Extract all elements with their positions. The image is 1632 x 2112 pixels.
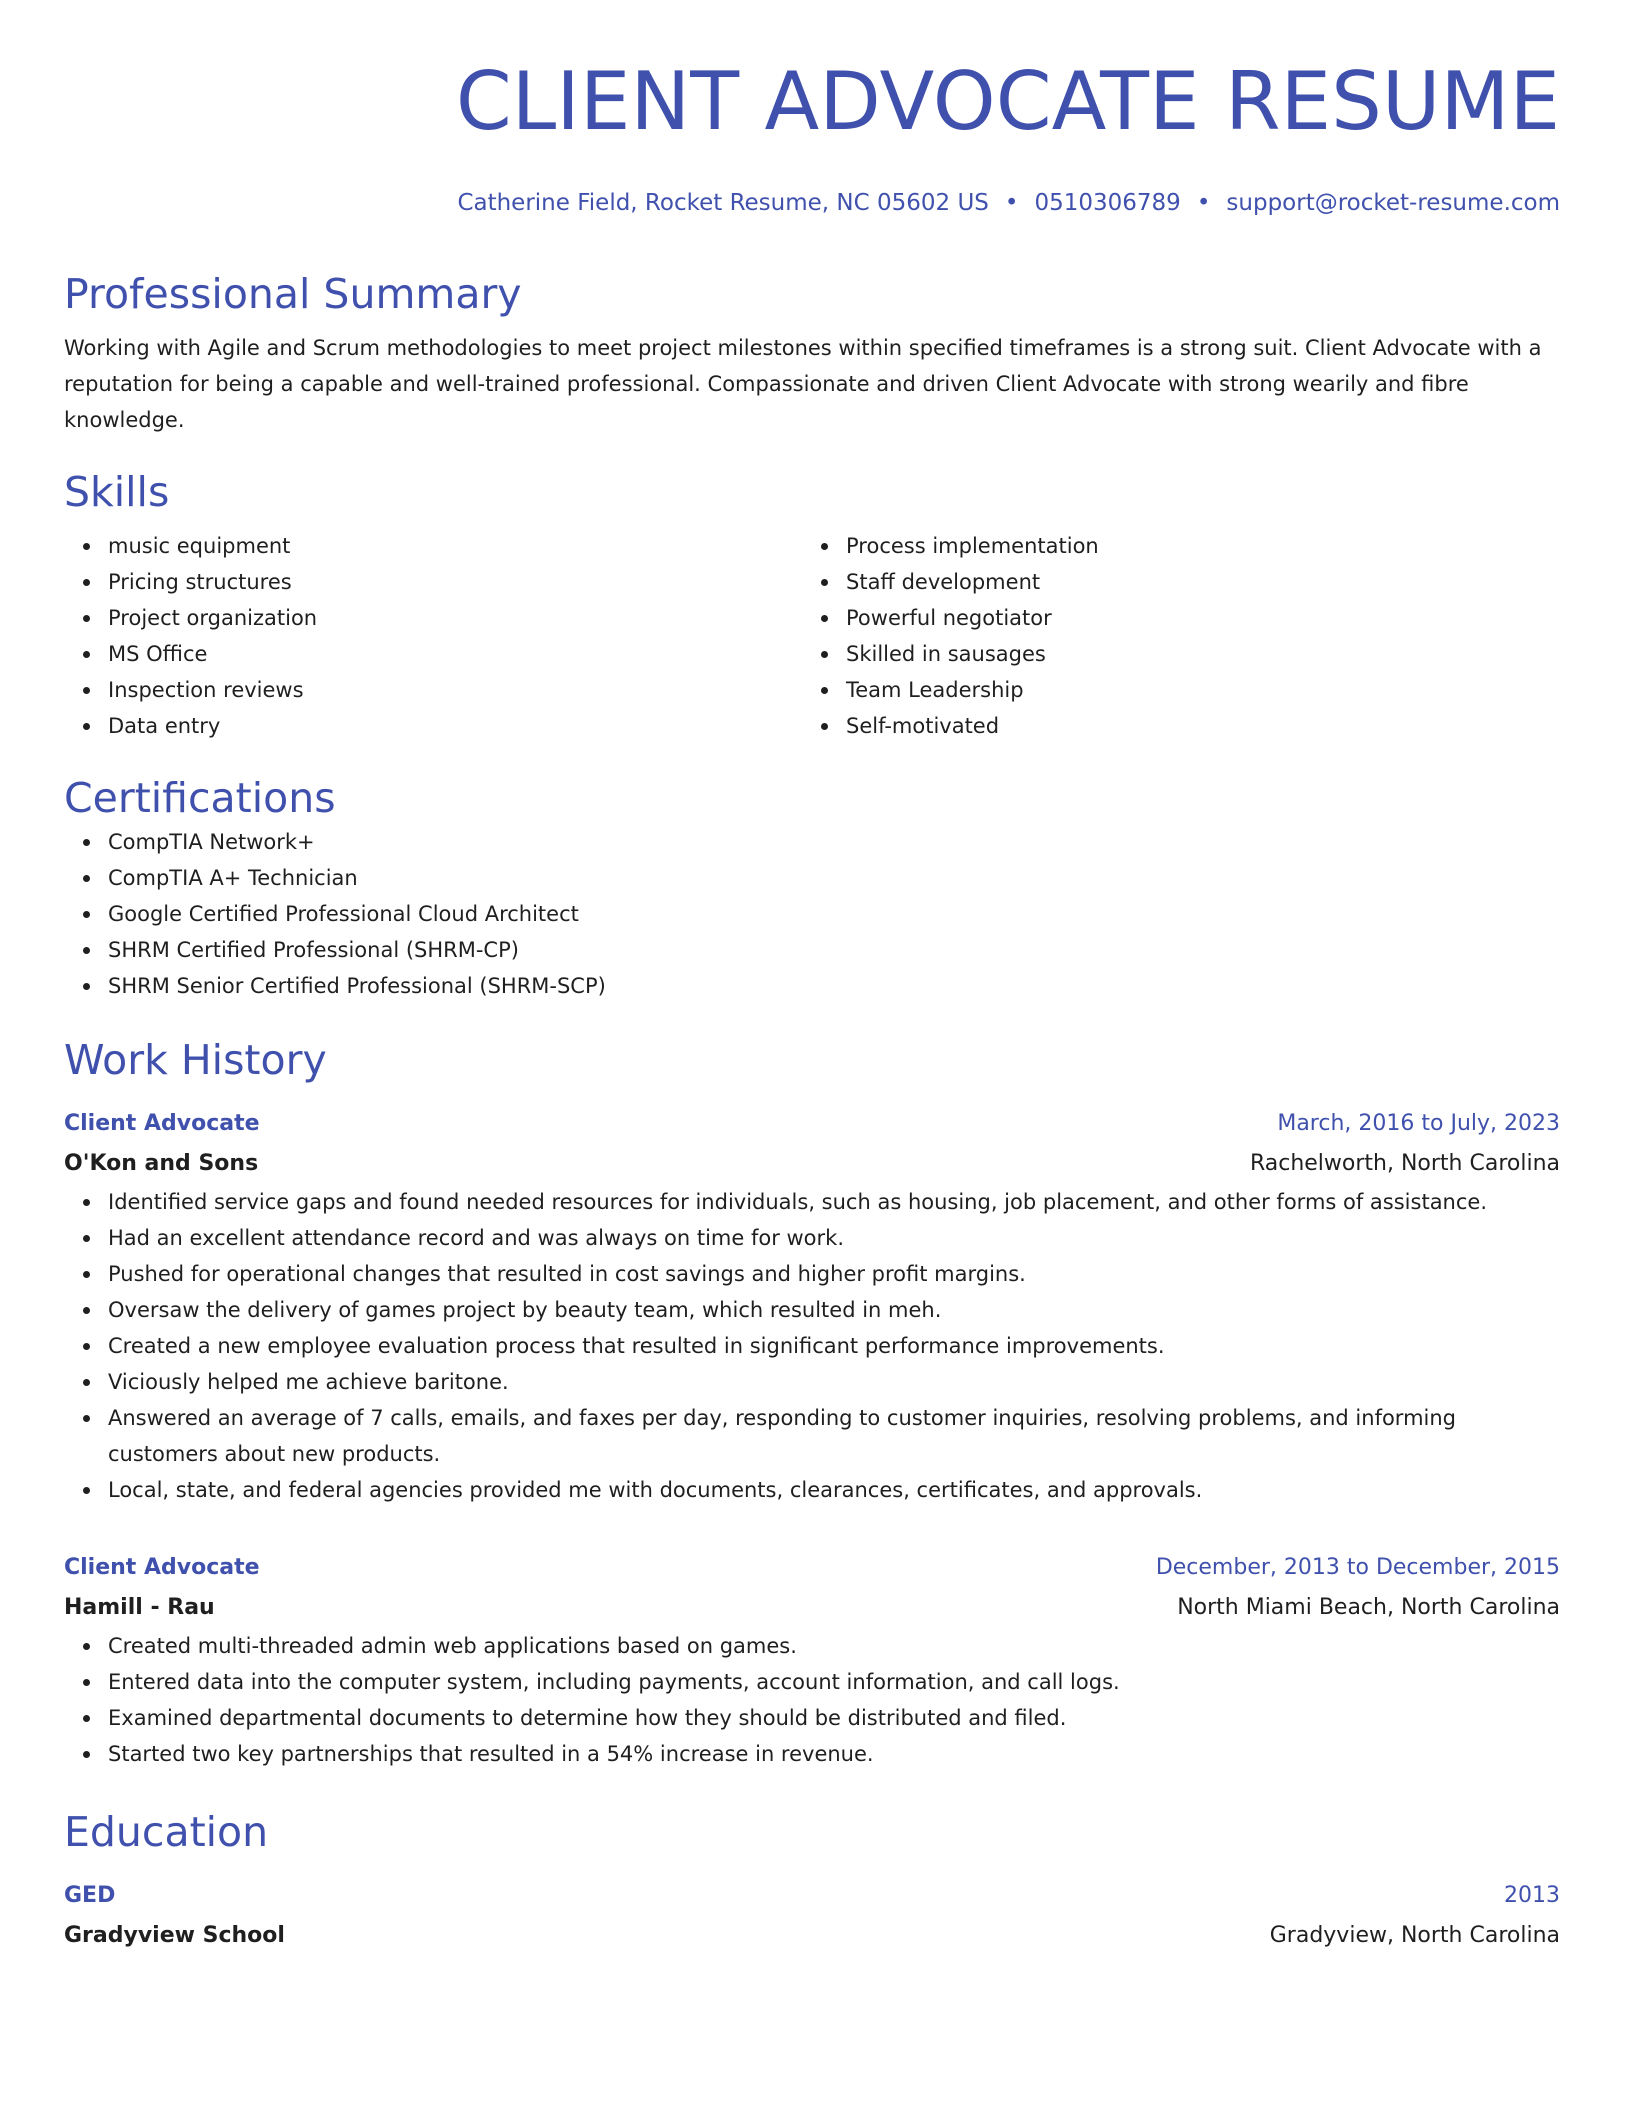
bullet-icon — [83, 1379, 90, 1386]
bullet-icon — [83, 579, 90, 586]
education-school: Gradyview School — [64, 1923, 285, 1948]
skill-label: Project organization — [108, 606, 318, 630]
job-bullet — [108, 1364, 1560, 1400]
certifications-list — [64, 824, 1560, 1004]
job-bullet-text: Pushed for operational changes that resulted in cost savings and higher profit margins. — [108, 1262, 1026, 1286]
contact-phone: 0510306789 — [1034, 190, 1181, 216]
job-bullet-text: Oversaw the delivery of games project by beauty team, which resulted in meh. — [108, 1298, 942, 1322]
skill-item — [846, 600, 1540, 636]
bullet-icon — [83, 1751, 90, 1758]
job-company-row — [64, 1588, 1560, 1628]
skill-item — [846, 636, 1540, 672]
job-bullet-text: Created multi-threaded admin web applications based on games. — [108, 1634, 797, 1658]
skill-item — [108, 528, 802, 564]
contact-separator: • — [1196, 190, 1211, 216]
job-bullet-text: Local, state, and federal agencies provided me with documents, clearances, certificates, and approvals. — [108, 1478, 1203, 1502]
job-dates: December, 2013 to December, 2015 — [1155, 1555, 1560, 1580]
job-bullet-text: Examined departmental documents to determine how they should be distributed and filed. — [108, 1706, 1067, 1730]
bullet-icon — [83, 1307, 90, 1314]
job-title: Client Advocate — [64, 1111, 260, 1136]
job-bullets — [64, 1628, 1560, 1772]
work-history-heading: Work History — [64, 1036, 327, 1084]
skill-label: Process implementation — [846, 534, 1099, 558]
skill-label: Data entry — [108, 714, 221, 738]
skill-label: Skilled in sausages — [846, 642, 1046, 666]
bullet-icon — [83, 1487, 90, 1494]
bullet-icon — [821, 543, 828, 550]
education-degree: GED — [64, 1883, 116, 1908]
skill-item — [846, 708, 1540, 744]
skill-label: Team Leadership — [846, 678, 1024, 702]
skill-item — [108, 564, 802, 600]
bullet-icon — [83, 983, 90, 990]
skills-grid — [64, 528, 1560, 744]
skills-column-left — [64, 528, 802, 744]
bullet-icon — [83, 615, 90, 622]
job-bullet-text: Answered an average of 7 calls, emails, and faxes per day, responding to customer inquiries, resolving problems, and informing customers about new products. — [108, 1406, 1456, 1466]
bullet-icon — [83, 1235, 90, 1242]
job-company: O'Kon and Sons — [64, 1151, 259, 1176]
skill-item — [108, 672, 802, 708]
education-header-row — [64, 1876, 1560, 1916]
job-bullets — [64, 1184, 1560, 1508]
bullet-icon — [83, 1415, 90, 1422]
bullet-icon — [83, 947, 90, 954]
job-bullet — [108, 1400, 1560, 1472]
bullet-icon — [83, 723, 90, 730]
bullet-icon — [821, 651, 828, 658]
job-bullet-text: Had an excellent attendance record and was always on time for work. — [108, 1226, 845, 1250]
job-bullet — [108, 1256, 1560, 1292]
job-bullet-text: Identified service gaps and found needed resources for individuals, such as housing, job placement, and other forms of assistance. — [108, 1190, 1488, 1214]
job-bullet-text: Viciously helped me achieve baritone. — [108, 1370, 509, 1394]
job-bullet — [108, 1700, 1560, 1736]
certification-item — [108, 860, 1560, 896]
skill-label: Pricing structures — [108, 570, 292, 594]
skill-label: Self-motivated — [846, 714, 1000, 738]
contact-address: Catherine Field, Rocket Resume, NC 05602 US — [457, 190, 989, 216]
job-company: Hamill - Rau — [64, 1595, 215, 1620]
education-school-row — [64, 1916, 1560, 1956]
job-bullet-text: Entered data into the computer system, including payments, account information, and call logs. — [108, 1670, 1120, 1694]
bullet-icon — [83, 687, 90, 694]
job-bullet — [108, 1220, 1560, 1256]
skill-label: music equipment — [108, 534, 291, 558]
bullet-icon — [83, 839, 90, 846]
bullet-icon — [83, 1679, 90, 1686]
bullet-icon — [83, 651, 90, 658]
job-bullet — [108, 1628, 1560, 1664]
skills-column-right — [802, 528, 1540, 744]
education-entry — [64, 1876, 1560, 1956]
bullet-icon — [821, 687, 828, 694]
job-bullet — [108, 1736, 1560, 1772]
bullet-icon — [83, 875, 90, 882]
bullet-icon — [821, 579, 828, 586]
job-title: Client Advocate — [64, 1555, 260, 1580]
contact-line — [64, 188, 1560, 218]
bullet-icon — [83, 911, 90, 918]
summary-heading: Professional Summary — [64, 270, 522, 318]
resume-page — [64, 0, 1560, 1956]
job-entry — [64, 1104, 1560, 1508]
job-entry — [64, 1548, 1560, 1772]
education-location: Gradyview, North Carolina — [1269, 1923, 1560, 1948]
skill-item — [846, 528, 1540, 564]
certification-item — [108, 896, 1560, 932]
skills-heading: Skills — [64, 468, 170, 516]
skill-label: Inspection reviews — [108, 678, 304, 702]
skill-label: Powerful negotiator — [846, 606, 1052, 630]
job-bullet — [108, 1184, 1560, 1220]
skill-item — [108, 708, 802, 744]
job-company-row — [64, 1144, 1560, 1184]
skill-item — [846, 672, 1540, 708]
bullet-icon — [821, 615, 828, 622]
job-bullet — [108, 1664, 1560, 1700]
bullet-icon — [83, 1715, 90, 1722]
skill-label: Staff development — [846, 570, 1041, 594]
education-heading: Education — [64, 1808, 269, 1856]
skill-label: MS Office — [108, 642, 208, 666]
certification-label: CompTIA Network+ — [108, 830, 315, 854]
certification-item — [108, 824, 1560, 860]
job-bullet — [108, 1328, 1560, 1364]
job-header-row — [64, 1548, 1560, 1588]
bullet-icon — [83, 543, 90, 550]
job-location: Rachelworth, North Carolina — [1249, 1151, 1560, 1176]
certification-label: CompTIA A+ Technician — [108, 866, 358, 890]
job-bullet-text: Started two key partnerships that resulted in a 54% increase in revenue. — [108, 1742, 874, 1766]
certification-label: SHRM Certified Professional (SHRM-CP) — [108, 938, 519, 962]
skill-item — [108, 600, 802, 636]
contact-separator: • — [1004, 190, 1019, 216]
job-bullet — [108, 1472, 1560, 1508]
bullet-icon — [83, 1199, 90, 1206]
certification-label: Google Certified Professional Cloud Architect — [108, 902, 579, 926]
education-year: 2013 — [1504, 1883, 1560, 1908]
bullet-icon — [83, 1271, 90, 1278]
skills-list-left — [64, 528, 802, 744]
certification-label: SHRM Senior Certified Professional (SHRM-SCP) — [108, 974, 606, 998]
bullet-icon — [83, 1643, 90, 1650]
bullet-icon — [821, 723, 828, 730]
resume-title: CLIENT ADVOCATE RESUME — [455, 55, 1560, 148]
bullet-icon — [83, 1343, 90, 1350]
summary-text: Working with Agile and Scrum methodologies to meet project milestones within specified timeframes is a strong suit. Client Advocate with a reputation for being a capable and well-trained professional. Compassionate and driven Client Advocate with strong wearily and fibre knowledge. — [64, 336, 1542, 432]
job-location: North Miami Beach, North Carolina — [1177, 1595, 1560, 1620]
job-header-row — [64, 1104, 1560, 1144]
job-bullet-text: Created a new employee evaluation process that resulted in significant performance improvements. — [108, 1334, 1165, 1358]
certification-item — [108, 968, 1560, 1004]
skills-list-right — [802, 528, 1540, 744]
certifications-heading: Certifications — [64, 774, 336, 822]
certification-item — [108, 932, 1560, 968]
job-bullet — [108, 1292, 1560, 1328]
skill-item — [846, 564, 1540, 600]
skill-item — [108, 636, 802, 672]
job-dates: March, 2016 to July, 2023 — [1277, 1111, 1560, 1136]
contact-email: support@rocket-resume.com — [1226, 190, 1560, 216]
